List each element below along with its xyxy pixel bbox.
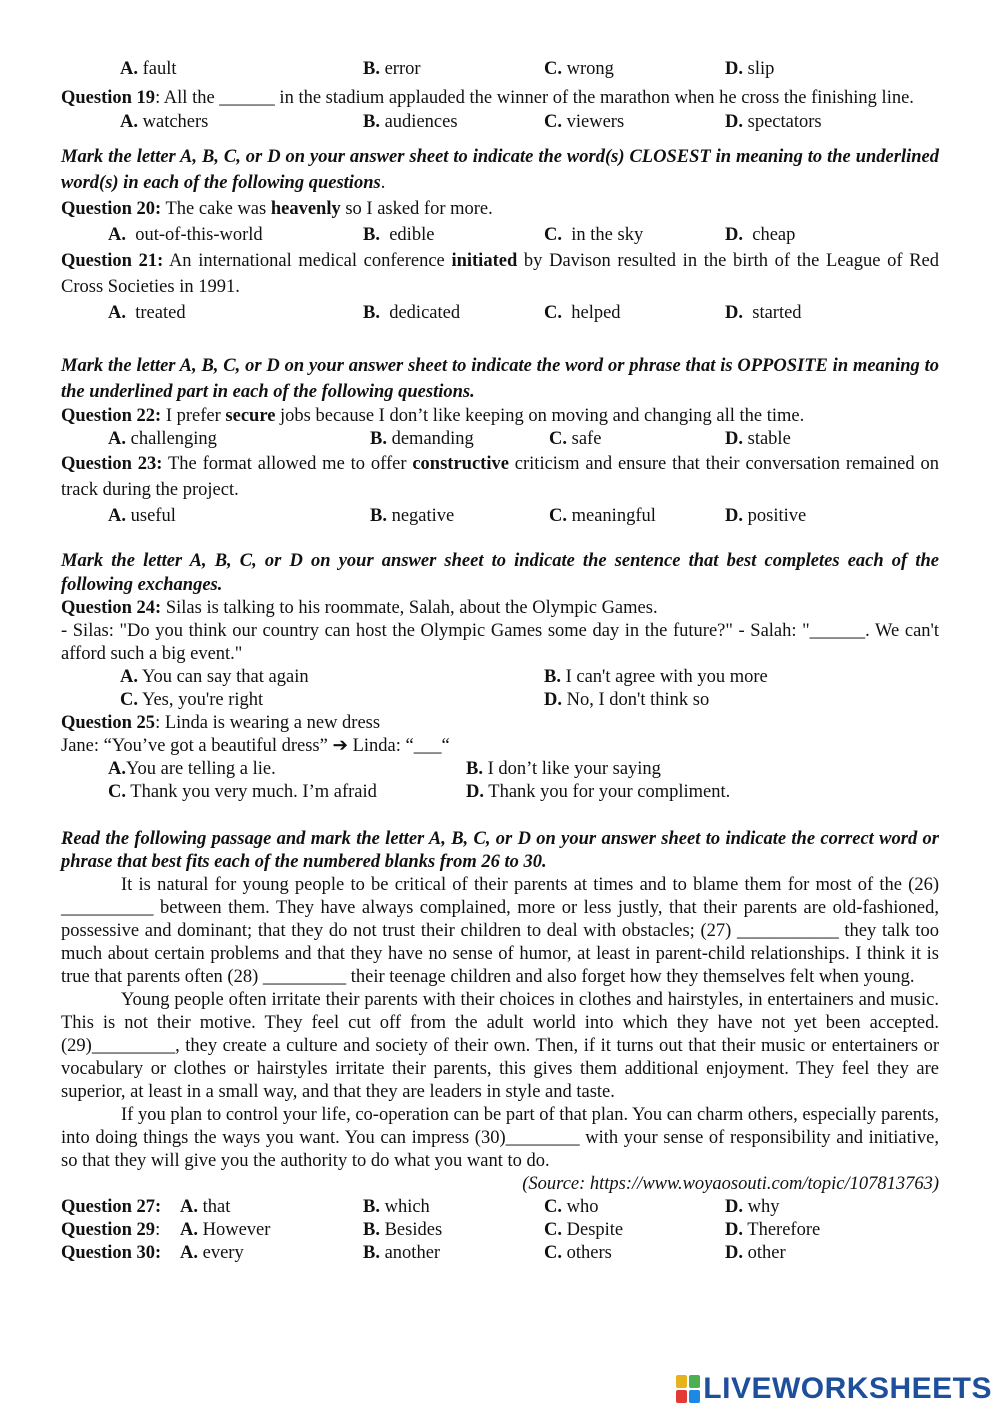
liveworksheets-logo-icon (676, 1375, 700, 1403)
q18-option-b: B. error (363, 59, 421, 79)
q30-option-b: B. another (363, 1243, 441, 1263)
q25-option-a: A.You are telling a lie. (108, 759, 276, 779)
q19-option-c: C. viewers (544, 112, 625, 132)
q30-option-a: A. every (180, 1243, 244, 1263)
liveworksheets-logo-text: LIVEWORKSHEETS (703, 1372, 992, 1405)
q29-option-c: C. Despite (544, 1220, 624, 1240)
instruction-exchange: Mark the letter A, B, C, or D on your answer sheet to indicate the sentence that best completes each of the following exchanges. (61, 551, 939, 595)
passage-paragraph-3: If you plan to control your life, co-operation can be part of that plan. You can charm others, especially parents, into doing things the ways you want. You can impress (30)________ with your sense of responsibility and initiative, so that they will give you the authority to do what you want to do. (61, 1105, 939, 1171)
q30-option-d: D. other (725, 1243, 786, 1263)
passage-paragraph-2: Young people often irritate their parents with their choices in clothes and hairstyles, in entertainers and music. This is not their motive. They feel cut off from the adult world into which they have not yet been accepted. (29)_________, they create a culture and society of their own. Then, if it turns out that their music or entertainers or vocabulary or clothes or hairstyles irritate their parents, this gives them additional enjoyment. They feel they are superior, at least in a small way, and that they are leaders in style and taste. (61, 990, 939, 1102)
q20-option-c: C. in the sky (544, 225, 644, 245)
q29-option-a: A. However (180, 1220, 271, 1240)
q25-option-b: B. I don’t like your saying (466, 759, 661, 779)
q30-option-c: C. others (544, 1243, 612, 1263)
q27-option-c: C. who (544, 1197, 599, 1217)
q29-option-b: B. Besides (363, 1220, 443, 1240)
q20-option-a: A. out-of-this-world (108, 225, 263, 245)
q30-options (61, 1242, 939, 1265)
q23-option-a: A. useful (108, 506, 176, 526)
q20-option-b: B. edible (363, 225, 435, 245)
q19-option-b: B. audiences (363, 112, 458, 132)
q25-option-c: C. Thank you very much. I’m afraid (108, 782, 377, 802)
q18-option-a: A. fault (120, 59, 177, 79)
q24-option-c: C. Yes, you're right (120, 690, 264, 710)
q22-stem: Question 22: I prefer secure jobs because I don’t like keeping on moving and changing all the time. (61, 406, 805, 426)
q25-stem: Question 25: Linda is wearing a new dress (61, 713, 381, 733)
q19-options (61, 111, 939, 134)
q18-option-d: D. slip (725, 59, 775, 79)
q27-option-d: D. why (725, 1197, 780, 1217)
q19-stem: Question 19: All the ______ in the stadium applauded the winner of the marathon when he cross the finishing line. (61, 88, 914, 108)
q27-option-a: A. that (180, 1197, 231, 1217)
q27-label: Question 27: (61, 1197, 162, 1217)
q20-options (61, 222, 939, 248)
q18-option-c: C. wrong (544, 59, 614, 79)
q21-options (61, 300, 939, 326)
q23-options (61, 503, 939, 529)
q22-option-b: B. demanding (370, 429, 474, 449)
q19-option-a: A. watchers (120, 112, 209, 132)
q22-option-d: D. stable (725, 429, 791, 449)
q29-label: Question 29: (61, 1220, 161, 1240)
q23-stem: Question 23: The format allowed me to offer constructive criticism and ensure that their conversation remained on track during the project. (61, 454, 939, 500)
q29-options (61, 1219, 939, 1242)
q23-option-d: D. positive (725, 506, 807, 526)
q24-options-row1 (61, 666, 939, 689)
q19-option-d: D. spectators (725, 112, 822, 132)
q23-option-c: C. meaningful (549, 506, 656, 526)
instruction-closest: Mark the letter A, B, C, or D on your answer sheet to indicate the word(s) CLOSEST in meaning to the underlined word(s) in each of the following questions. (61, 147, 939, 193)
q27-option-b: B. which (363, 1197, 430, 1217)
q21-option-d: D. started (725, 303, 802, 323)
q21-option-a: A. treated (108, 303, 186, 323)
q25-options-row2 (61, 781, 939, 804)
q29-option-d: D. Therefore (725, 1220, 821, 1240)
q20-stem: Question 20: The cake was heavenly so I asked for more. (61, 199, 493, 219)
q25-dialog: Jane: “You’ve got a beautiful dress” ➔ Linda: “___“ (61, 736, 450, 756)
q24-options-row2 (61, 689, 939, 712)
worksheet-page (61, 58, 939, 1265)
q24-option-a: A. You can say that again (120, 667, 309, 687)
q24-option-d: D. No, I don't think so (544, 690, 710, 710)
q22-option-a: A. challenging (108, 429, 217, 449)
q25-options-row1 (61, 758, 939, 781)
passage-paragraph-1: It is natural for young people to be critical of their parents at times and to blame them for most of the (26) __________ between them. They have always complained, more or less justly, that their parents are old-fashioned, possessive and dominant; that they do not trust their children to deal with obstacles; (27) ___________ they talk too much about certain problems and that they have no sense of humor, at least in parent-child relationships. I think it is true that parents often (28) _________ their teenage children and also forget how they themselves felt when young. (61, 875, 939, 987)
q21-stem: Question 21: An international medical conference initiated by Davison resulted in the birth of the League of Red Cross Societies in 1991. (61, 251, 940, 297)
q22-option-c: C. safe (549, 429, 602, 449)
q30-label: Question 30: (61, 1243, 162, 1263)
instruction-opposite: Mark the letter A, B, C, or D on your answer sheet to indicate the word or phrase that is OPPOSITE in meaning to the underlined part in each of the following questions. (61, 356, 939, 402)
passage-source: (Source: https://www.woyaosouti.com/topic/107813763) (522, 1174, 939, 1194)
q24-dialog: - Silas: "Do you think our country can host the Olympic Games some day in the future?" - Salah: "______. We can't afford such a big event." (61, 621, 939, 664)
q24-stem: Question 24: Silas is talking to his roommate, Salah, about the Olympic Games. (61, 598, 658, 618)
q18-options (61, 58, 939, 81)
q21-option-b: B. dedicated (363, 303, 461, 323)
q27-options (61, 1196, 939, 1219)
instruction-passage: Read the following passage and mark the letter A, B, C, or D on your answer sheet to indicate the correct word or phrase that best fits each of the numbered blanks from 26 to 30. (61, 829, 939, 872)
q21-option-c: C. helped (544, 303, 621, 323)
q23-option-b: B. negative (370, 506, 455, 526)
q24-option-b: B. I can't agree with you more (544, 667, 768, 687)
liveworksheets-logo[interactable] (676, 1371, 992, 1407)
q22-options (61, 428, 939, 451)
q20-option-d: D. cheap (725, 225, 796, 245)
q25-option-d: D. Thank you for your compliment. (466, 782, 731, 802)
